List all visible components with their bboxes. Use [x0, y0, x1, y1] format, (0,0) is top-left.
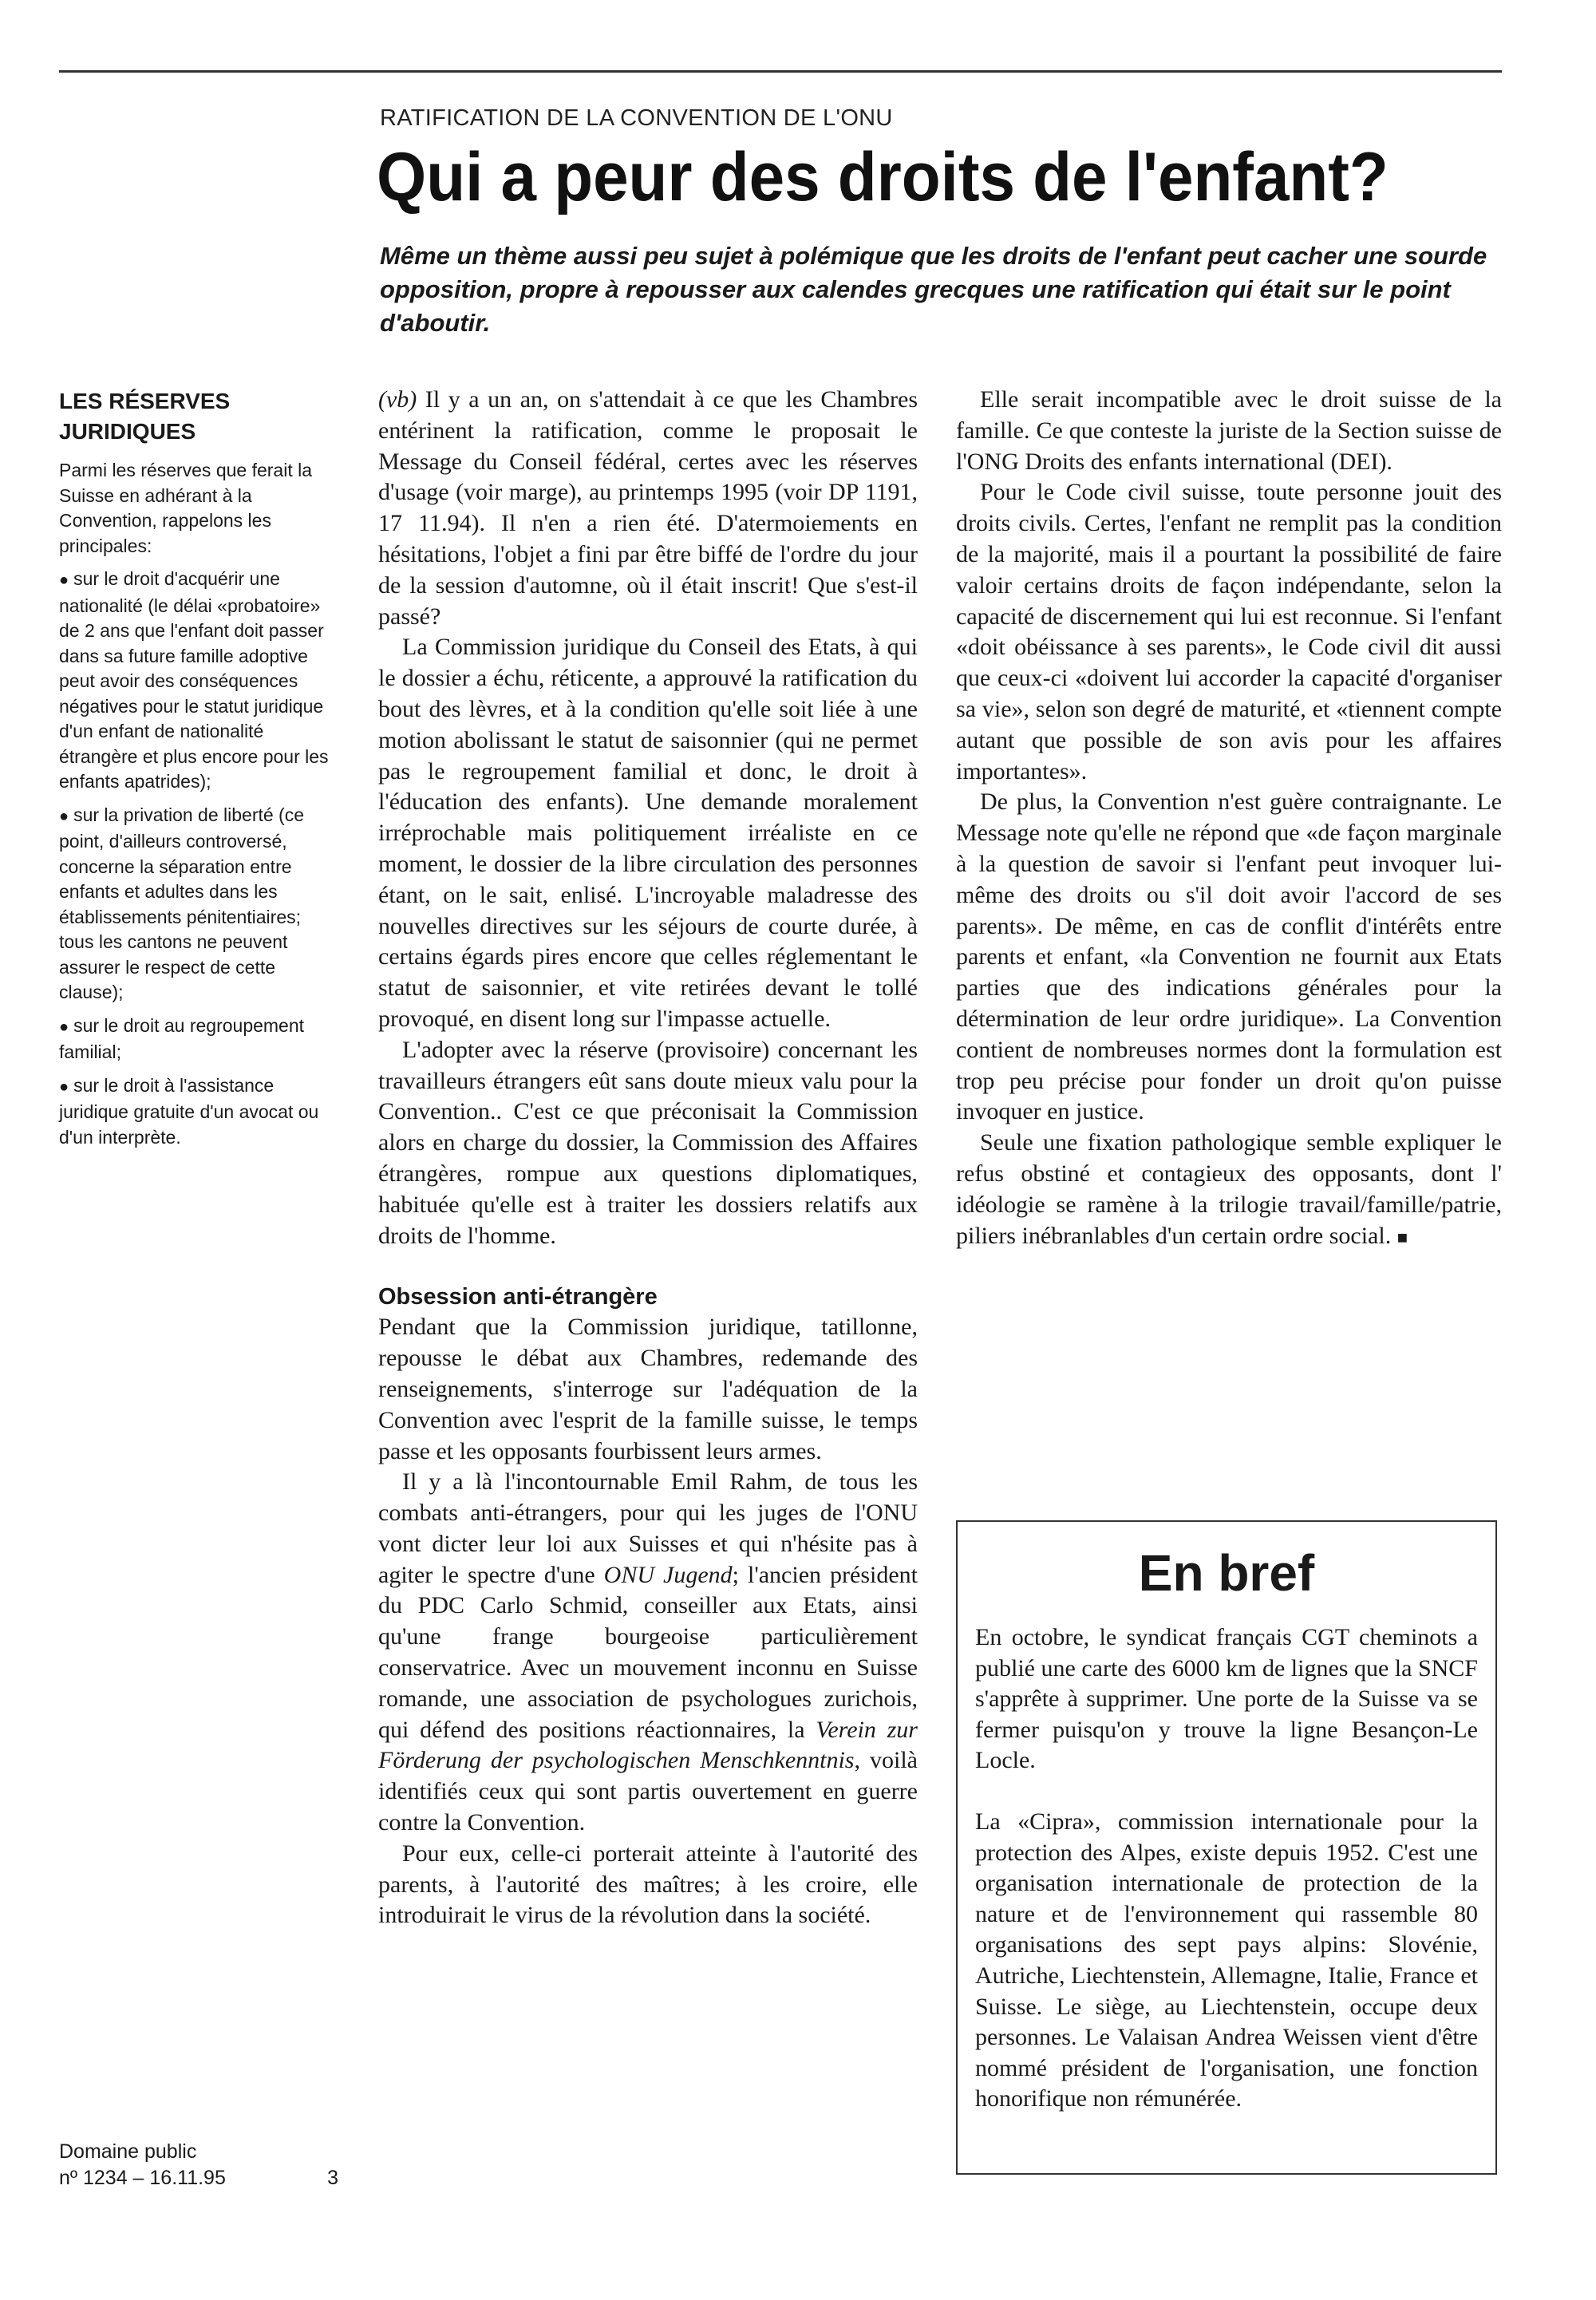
en-bref-title: En bref: [1138, 1544, 1315, 1602]
article-paragraph: Pour le Code civil suisse, toute personne jouit des droits civils. Certes, l'enfant ne remplit pas la condition de la majorité, mais il a pourtant la possibilité de faire valoir certains droits de façon indépendante, selon la capacité de discernement qui lui est reconnue. Si l'enfant «doit obéissance à ses parents», le Code civil dit aussi que ceux-ci «doivent lui accorder la capacité d'organiser sa vie», selon son degré de maturité, et «tiennent compte autant que possible de son avis pour les affaires importantes».: [956, 479, 1502, 784]
sidebar-intro: Parmi les réserves que ferait la Suisse en adhérant à la Convention, rappelons les principales:: [59, 460, 313, 556]
article-column-2: [956, 385, 1502, 1253]
page-number: 3: [327, 2167, 338, 2189]
sidebar-title: LES RÉSERVES JURIDIQUES: [59, 389, 231, 444]
sidebar-bullet: [59, 803, 338, 1006]
author-initials: (vb): [378, 386, 417, 413]
sidebar-bullet-text: sur le droit à l'assistance juridique gratuite d'un avocat ou d'un interprète.: [59, 1074, 319, 1148]
article-kicker: RATIFICATION DE LA CONVENTION DE L'ONU: [380, 105, 893, 131]
bullet-icon: ●: [59, 1077, 69, 1096]
article-paragraph: (vb) Il y a un an, on s'attendait à ce que les Chambres entérinent la ratification, comme le proposait le Message du Conseil fédéral, certes avec les réserves d'usage (voir marge), au printemps 1995 (voir DP 1191, 17 11.94). Il n'en a rien été. D'atermoiements en hésitations, l'objet a fini par être biffé de l'ordre du jour de la session d'automne, où il était inscrit! Que s'est-il passé?: [378, 386, 918, 630]
sidebar-bullet: [59, 1014, 338, 1065]
sidebar-bullet-text: sur le droit d'acquérir une nationalité (le délai «probatoire» de 2 ans que l'enfant doit passer dans sa future famille adoptive peut avoir des conséquences négatives pour le statut juridique d'un enfant de nationalité étrangère et plus encore pour les enfants apatrides);: [59, 568, 329, 792]
article-paragraph: Elle serait incompatible avec le droit suisse de la famille. Ce que conteste la juriste de la Section suisse de l'ONG Droits des enfants international (DEI).: [956, 386, 1502, 475]
article-paragraph: De plus, la Convention n'est guère contraignante. Le Message note qu'elle ne répond que «de façon marginale à la question de savoir si l'enfant peut invoquer lui-même des droits ou s'il doit avoir l'accord de ses parents». De même, en cas de conflit d'intérêts entre parents et enfant, «la Convention ne fournit aux Etats parties que des indications générales pour la détermination de leur ordre juridique». La Convention contient de nombreuses normes dont la formulation est trop peu précise pour fonder un droit qu'on puisse invoquer en justice.: [956, 788, 1502, 1125]
publication-name: Domaine public: [59, 2140, 197, 2163]
sidebar-bullet: [59, 567, 338, 795]
en-bref-item: La «Cipra», commission internationale pour la protection des Alpes, existe depuis 1952. C'est une organisation internationale de protection de la nature et de l'environnement qui rassemble 80 organisations des sept pays alpins: Slovénie, Autriche, Liechtenstein, Allemagne, Italie, France et Suisse. Le siège, au Liechtenstein, occupe deux personnes. Le Valaisan Andrea Weissen vient d'être nommé président de l'organisation, une fonction honorifique non rémunérée.: [975, 1808, 1478, 2112]
page-footer: [59, 2139, 338, 2191]
article-paragraph: La Commission juridique du Conseil des Etats, à qui le dossier a échu, réticente, a approuvé la ratification du bout des lèvres, et à la condition qu'elle soit liée à une motion abolissant le statut de saisonnier (qui ne permet pas le regroupement familial et donc, le droit à l'éducation des enfants). Une demande moralement irréprochable mais politiquement irréaliste en ce moment, le dossier de la libre circulation des personnes étant, on le sait, enlisé. L'incroyable maladresse des nouvelles directives sur les séjours de courte durée, à certains égards pires encore que celles réglementant le statut de saisonnier, et vite retirées devant le tollé provoqué, en disent long sur l'impasse actuelle.: [378, 634, 918, 1032]
article-title: Qui a peur des droits de l'enfant?: [377, 139, 1389, 215]
sidebar-bullet-text: sur la privation de liberté (ce point, d'ailleurs controversé, concerne la séparation entre enfants et adultes dans les établissements pénitentiaires; tous les cantons ne peuvent assurer le respect de cette clause);: [59, 804, 305, 1002]
bullet-icon: ●: [59, 571, 69, 589]
sidebar-bullet: [59, 1073, 338, 1151]
issue-info: nº 1234 – 16.11.95: [59, 2167, 226, 2189]
en-bref-box: [956, 1520, 1497, 2175]
article-paragraph: Il y a là l'incontournable Emil Rahm, de tous les combats anti-étrangers, pour qui les juges de l'ONU vont dicter leur loi aux Suisses et qui n'hésite pas à agiter le spectre d'une ONU Jugend; l'ancien président du PDC Carlo Schmid, conseiller aux Etats, ainsi qu'une frange bourgeoise particulièrement conservatrice. Avec un mouvement inconnu en Suisse romande, une association de psychologues zurichois, qui défend des positions réactionnaires, la Verein zur Förderung der psychologischen Menschkenntnis, voilà identifiés ceux qui sont partis ouvertement en guerre contre la Convention.: [378, 1468, 918, 1836]
article-paragraph: Seule une fixation pathologique semble expliquer le refus obstiné et contagieux des opposants, dont l' idéologie se ramène à la trilogie travail/famille/patrie, piliers inébranlables d'un certain ordre social. ■: [956, 1129, 1502, 1249]
article-lede: Même un thème aussi peu sujet à polémique que les droits de l'enfant peut cacher une sourde opposition, propre à repousser aux calendes grecques une ratification qui était sur le point d'aboutir.: [380, 242, 1487, 337]
bullet-icon: ●: [59, 807, 69, 825]
article-paragraph: L'adopter avec la réserve (provisoire) concernant les travailleurs étrangers eût sans doute mieux valu pour la Convention.. C'est ce que préconisait la Commission alors en charge du dossier, la Commission des Affaires étrangères, rompue aux questions diplomatiques, habituée qu'elle est à traiter les dossiers relatifs aux droits de l'homme.: [378, 1036, 918, 1249]
article-paragraph: Pendant que la Commission juridique, tatillonne, repousse le débat aux Chambres, redemande des renseignements, s'interroge sur l'adéquation de la Convention avec l'esprit de la famille suisse, le temps passe et les opposants fourbissent leurs armes.: [378, 1314, 918, 1464]
article-paragraph: Pour eux, celle-ci porterait atteinte à l'autorité des parents, à l'autorité des maîtres; à les croire, elle introduirait le virus de la révolution dans la société.: [378, 1840, 918, 1929]
article-column-1: [378, 385, 918, 1931]
sidebar-reserves: [59, 386, 338, 1158]
top-rule: [59, 70, 1502, 73]
bullet-icon: ●: [59, 1018, 69, 1036]
sidebar-bullet-text: sur le droit au regroupement familial;: [59, 1014, 305, 1062]
en-bref-item: En octobre, le syndicat français CGT cheminots a publié une carte des 6000 km de lignes que la SNCF s'apprête à supprimer. Une porte de la Suisse va se fermer puisqu'on y trouve la ligne Besançon-Le Locle.: [975, 1624, 1478, 1774]
end-mark-icon: ■: [1396, 1227, 1408, 1247]
article-subhead: Obsession anti-étrangère: [378, 1284, 658, 1310]
